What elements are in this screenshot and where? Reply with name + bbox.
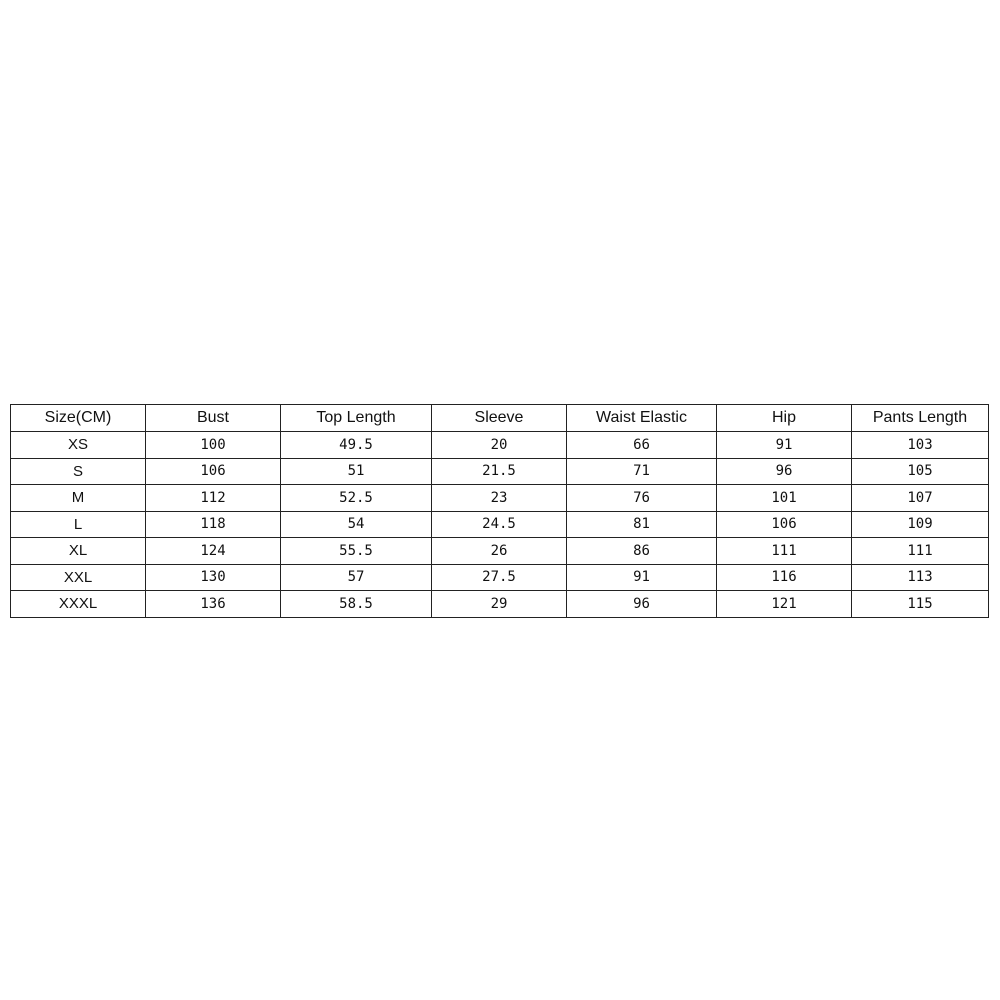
cell-waist-elastic: 91 <box>567 564 717 591</box>
cell-waist-elastic: 71 <box>567 458 717 485</box>
cell-size: S <box>11 458 146 485</box>
cell-top-length: 58.5 <box>281 591 432 618</box>
cell-bust: 118 <box>146 511 281 538</box>
cell-bust: 112 <box>146 485 281 512</box>
cell-bust: 106 <box>146 458 281 485</box>
cell-waist-elastic: 86 <box>567 538 717 565</box>
column-header-hip: Hip <box>717 405 852 432</box>
cell-top-length: 49.5 <box>281 432 432 459</box>
column-header-bust: Bust <box>146 405 281 432</box>
cell-bust: 124 <box>146 538 281 565</box>
cell-size: XXL <box>11 564 146 591</box>
cell-bust: 136 <box>146 591 281 618</box>
cell-top-length: 54 <box>281 511 432 538</box>
cell-hip: 116 <box>717 564 852 591</box>
table-row <box>11 538 989 565</box>
column-header-waist-elastic: Waist Elastic <box>567 405 717 432</box>
cell-top-length: 52.5 <box>281 485 432 512</box>
cell-sleeve: 26 <box>432 538 567 565</box>
cell-sleeve: 27.5 <box>432 564 567 591</box>
size-chart-table <box>10 404 989 618</box>
cell-sleeve: 24.5 <box>432 511 567 538</box>
table-row <box>11 591 989 618</box>
table-row <box>11 485 989 512</box>
cell-waist-elastic: 76 <box>567 485 717 512</box>
cell-waist-elastic: 81 <box>567 511 717 538</box>
table-body <box>11 432 989 618</box>
cell-hip: 121 <box>717 591 852 618</box>
table-row <box>11 564 989 591</box>
cell-bust: 130 <box>146 564 281 591</box>
cell-pants-length: 113 <box>852 564 989 591</box>
cell-hip: 106 <box>717 511 852 538</box>
header-row <box>11 405 989 432</box>
cell-sleeve: 20 <box>432 432 567 459</box>
cell-top-length: 51 <box>281 458 432 485</box>
cell-pants-length: 115 <box>852 591 989 618</box>
table-header <box>11 405 989 432</box>
column-header-sleeve: Sleeve <box>432 405 567 432</box>
cell-hip: 91 <box>717 432 852 459</box>
column-header-size: Size(CM) <box>11 405 146 432</box>
cell-size: L <box>11 511 146 538</box>
cell-sleeve: 23 <box>432 485 567 512</box>
column-header-pants-length: Pants Length <box>852 405 989 432</box>
cell-size: XXXL <box>11 591 146 618</box>
cell-bust: 100 <box>146 432 281 459</box>
cell-sleeve: 29 <box>432 591 567 618</box>
cell-sleeve: 21.5 <box>432 458 567 485</box>
cell-size: XS <box>11 432 146 459</box>
cell-hip: 101 <box>717 485 852 512</box>
cell-size: M <box>11 485 146 512</box>
cell-waist-elastic: 96 <box>567 591 717 618</box>
cell-pants-length: 111 <box>852 538 989 565</box>
cell-top-length: 57 <box>281 564 432 591</box>
cell-size: XL <box>11 538 146 565</box>
cell-top-length: 55.5 <box>281 538 432 565</box>
cell-pants-length: 105 <box>852 458 989 485</box>
table-row <box>11 511 989 538</box>
cell-pants-length: 107 <box>852 485 989 512</box>
cell-hip: 111 <box>717 538 852 565</box>
cell-pants-length: 103 <box>852 432 989 459</box>
table-row <box>11 432 989 459</box>
cell-pants-length: 109 <box>852 511 989 538</box>
cell-hip: 96 <box>717 458 852 485</box>
table-row <box>11 458 989 485</box>
cell-waist-elastic: 66 <box>567 432 717 459</box>
column-header-top-length: Top Length <box>281 405 432 432</box>
